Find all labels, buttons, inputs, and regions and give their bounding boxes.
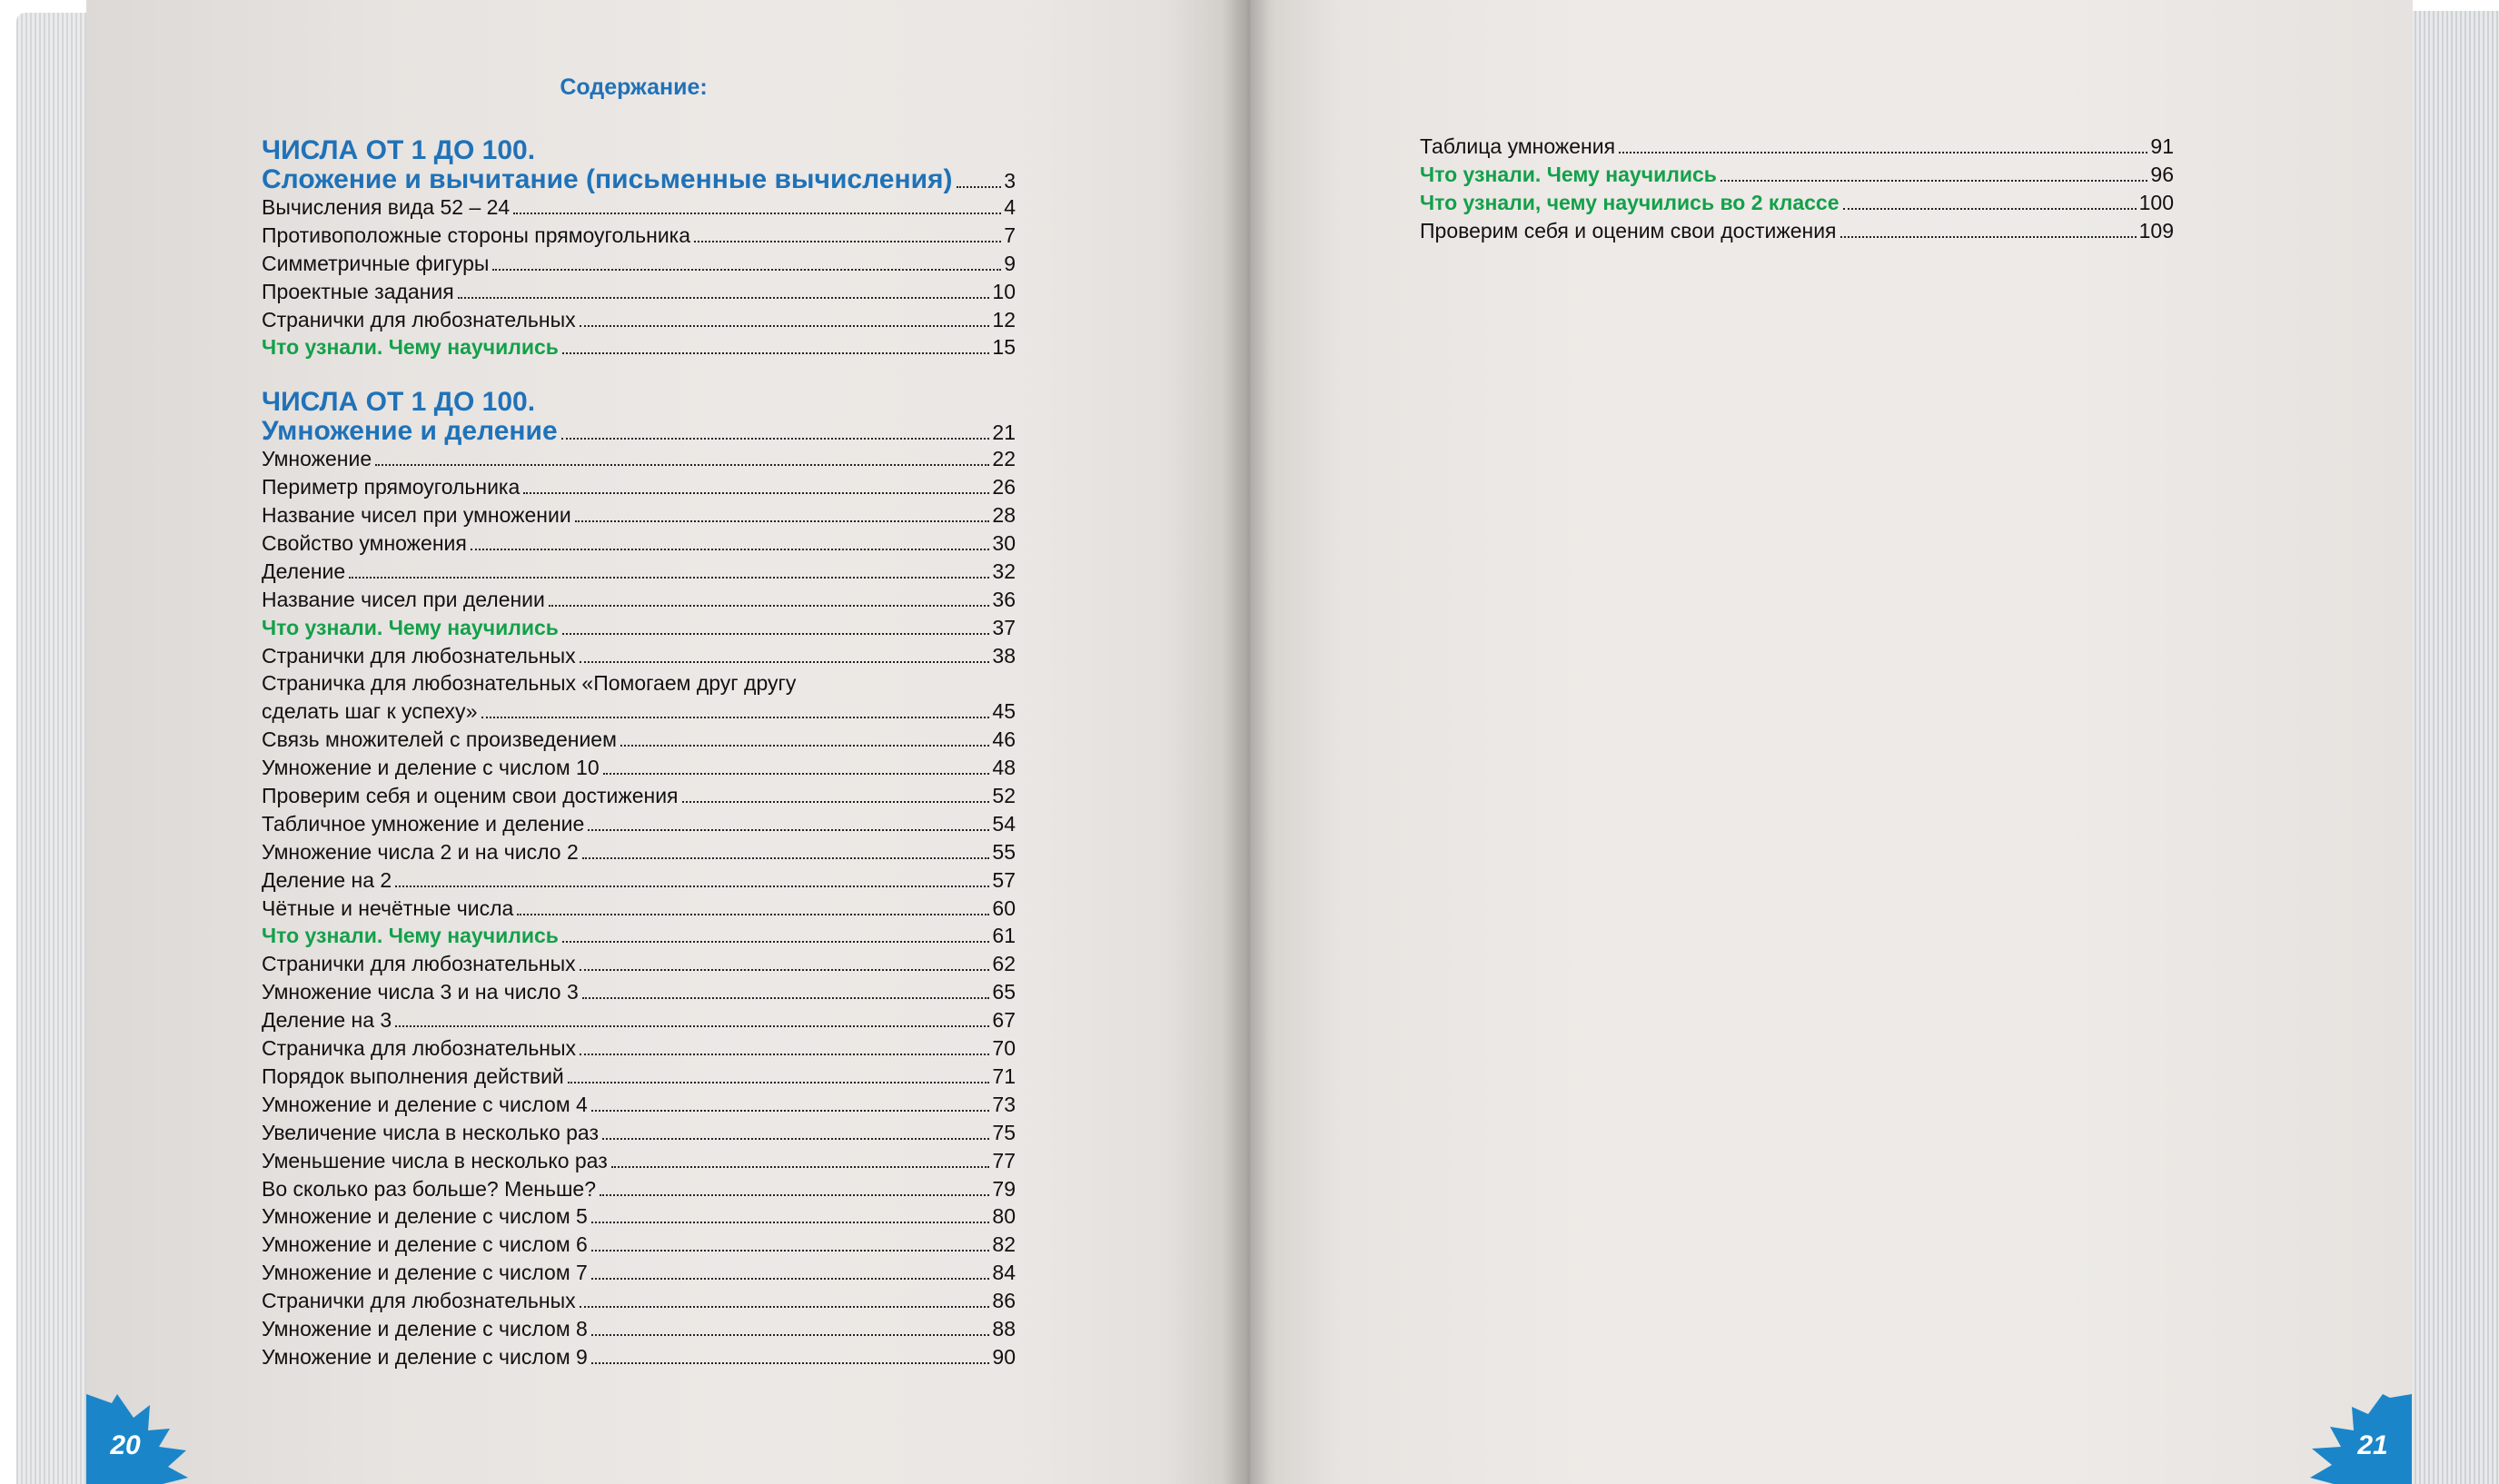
toc-entry[interactable]: Что узнали. Чему научились 61 xyxy=(262,924,1016,948)
toc-entry[interactable]: Умножение и деление с числом 10 48 xyxy=(262,756,1016,780)
toc-entry[interactable]: Страничка для любознательных 70 xyxy=(262,1036,1016,1061)
toc-entry[interactable]: Странички для любознательных 86 xyxy=(262,1289,1016,1313)
toc-entry[interactable]: Что узнали, чему научились во 2 классе 100 xyxy=(1420,190,2174,214)
page-number-right: 21 xyxy=(2357,1430,2388,1460)
toc-entry[interactable]: Деление на 3 67 xyxy=(262,1008,1016,1033)
toc-entry[interactable]: Проектные задания 10 xyxy=(262,279,1016,303)
toc-entry[interactable]: Что узнали. Чему научились 15 xyxy=(262,335,1016,360)
toc-left xyxy=(262,136,1016,1371)
toc-entry[interactable]: Название чисел при умножении 28 xyxy=(262,503,1016,528)
toc-entry[interactable]: Название чисел при делении 36 xyxy=(262,587,1016,611)
toc-entry[interactable]: Во сколько раз больше? Меньше? 79 xyxy=(262,1176,1016,1201)
section-heading: ЧИСЛА ОТ 1 ДО 100. xyxy=(262,135,536,165)
toc-title: Содержание: xyxy=(560,74,708,100)
toc-entry[interactable]: Вычисления вида 52 – 24 4 xyxy=(262,195,1016,219)
toc-entry[interactable]: Противоположные стороны прямоугольника 7 xyxy=(262,223,1016,247)
toc-entry[interactable]: Умножение и деление с числом 7 84 xyxy=(262,1261,1016,1285)
toc-entry[interactable]: Связь множителей с произведением 46 xyxy=(262,727,1016,752)
section-heading: ЧИСЛА ОТ 1 ДО 100. xyxy=(262,387,536,418)
page-edges-right xyxy=(2407,11,2499,1484)
toc-entry[interactable]: Умножение и деление 21 xyxy=(262,416,1016,447)
toc-entry[interactable]: сделать шаг к успеху» 45 xyxy=(262,699,1016,724)
toc-entry[interactable]: Страничка для любознательных «Помогаем друг другу xyxy=(262,671,797,696)
toc-entry[interactable]: Деление на 2 57 xyxy=(262,867,1016,892)
toc-entry[interactable]: Проверим себя и оценим свои достижения 52 xyxy=(262,784,1016,808)
toc-entry[interactable]: Сложение и вычитание (письменные вычисления) 3 xyxy=(262,164,1016,194)
toc-entry[interactable]: Табличное умножение и деление 54 xyxy=(262,811,1016,836)
toc-entry[interactable]: Странички для любознательных 12 xyxy=(262,307,1016,331)
toc-entry[interactable]: Странички для любознательных 38 xyxy=(262,643,1016,668)
toc-entry[interactable]: Проверим себя и оценим свои достижения 109 xyxy=(1420,218,2174,242)
toc-entry[interactable]: Периметр прямоугольника 26 xyxy=(262,475,1016,500)
toc-entry[interactable]: Умножение и деление с числом 6 82 xyxy=(262,1232,1016,1257)
toc-entry[interactable]: Умножение и деление с числом 8 88 xyxy=(262,1316,1016,1341)
toc-entry[interactable]: Что узнали. Чему научились 37 xyxy=(262,615,1016,639)
spine-shadow xyxy=(1222,0,1276,1484)
toc-entry[interactable]: Умножение числа 3 и на число 3 65 xyxy=(262,980,1016,1004)
toc-entry[interactable]: Чётные и нечётные числа 60 xyxy=(262,895,1016,920)
page-number-left: 20 xyxy=(110,1430,141,1460)
toc-entry[interactable]: Таблица умножения 91 xyxy=(1420,134,2174,158)
toc-entry[interactable]: Умножение и деление с числом 5 80 xyxy=(262,1204,1016,1229)
toc-entry[interactable]: Умножение числа 2 и на число 2 55 xyxy=(262,839,1016,864)
page-number-badge-left xyxy=(86,1394,204,1484)
toc-entry[interactable]: Свойство умножения 30 xyxy=(262,531,1016,556)
toc-entry[interactable]: Умножение 22 xyxy=(262,447,1016,471)
toc-entry[interactable]: Порядок выполнения действий 71 xyxy=(262,1064,1016,1088)
toc-entry[interactable]: Деление 32 xyxy=(262,559,1016,583)
page-number-badge-right xyxy=(2294,1394,2412,1484)
toc-right xyxy=(1420,133,2174,245)
toc-entry[interactable]: Умножение и деление с числом 4 73 xyxy=(262,1092,1016,1116)
toc-entry[interactable]: Умножение и деление с числом 9 90 xyxy=(262,1344,1016,1369)
toc-entry[interactable]: Увеличение числа в несколько раз 75 xyxy=(262,1120,1016,1144)
toc-entry[interactable]: Что узнали. Чему научились 96 xyxy=(1420,162,2174,186)
toc-entry[interactable]: Странички для любознательных 62 xyxy=(262,952,1016,976)
toc-entry[interactable]: Уменьшение числа в несколько раз 77 xyxy=(262,1148,1016,1172)
toc-entry[interactable]: Симметричные фигуры 9 xyxy=(262,251,1016,275)
